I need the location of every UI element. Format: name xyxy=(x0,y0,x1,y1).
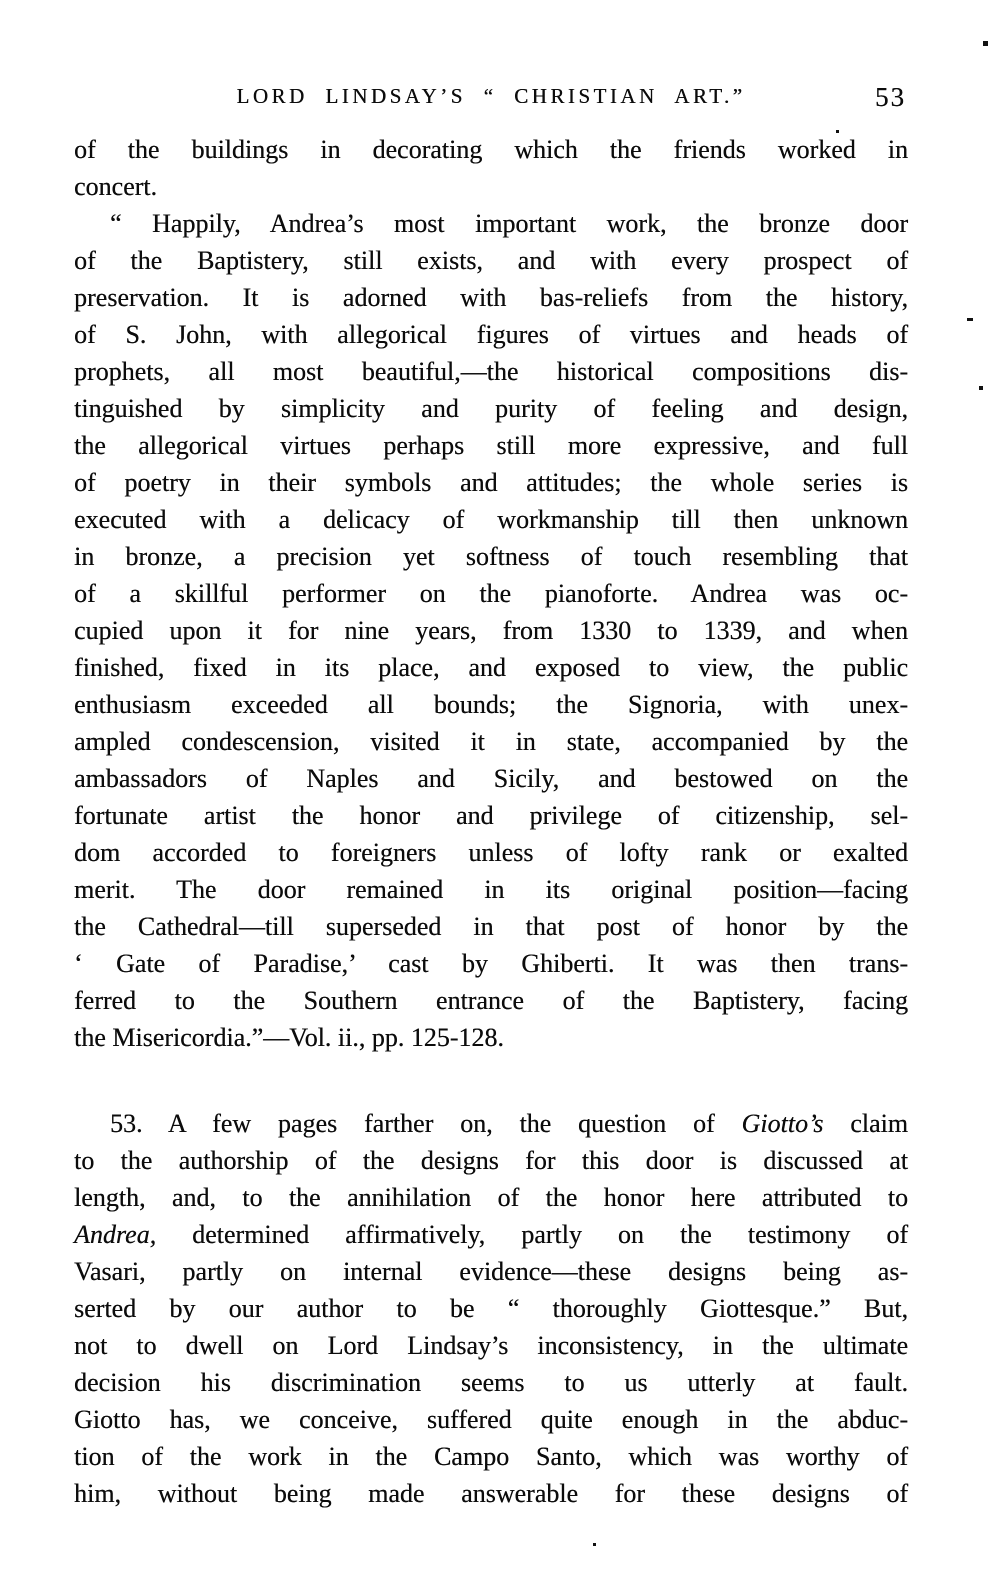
scan-speck xyxy=(593,1543,596,1546)
text-line: executed with a delicacy of workmanship till then unknown xyxy=(74,505,908,534)
page-number: 53 xyxy=(875,82,906,112)
text-line: serted by our author to be “ thoroughly Giottesque.” But, xyxy=(74,1294,908,1323)
text-segment: 53. A few pages farther on, the question of xyxy=(110,1109,742,1138)
text-line: ferred to the Southern entrance of the Baptistery, facing xyxy=(74,986,908,1015)
text-line: in bronze, a precision yet softness of touch resembling that xyxy=(74,542,908,571)
text-line: finished, fixed in its place, and exposed to view, the public xyxy=(74,653,908,682)
text-line: tion of the work in the Campo Santo, which was worthy of xyxy=(74,1442,908,1471)
text-line: ambassadors of Naples and Sicily, and bestowed on the xyxy=(74,764,908,793)
text-line: of poetry in their symbols and attitudes; the whole series is xyxy=(74,468,908,497)
text-line: him, without being made answerable for these designs of xyxy=(74,1479,908,1508)
text-line: preservation. It is adorned with bas-reliefs from the history, xyxy=(74,283,908,312)
text-line: concert. xyxy=(74,172,158,201)
text-line xyxy=(74,1105,908,1142)
text-line: Vasari, partly on internal evidence—these designs being as- xyxy=(74,1257,908,1286)
text-line: fortunate artist the honor and privilege of citizenship, sel- xyxy=(74,801,908,830)
text-line: to the authorship of the designs for this door is discussed at xyxy=(74,1146,908,1175)
text-line: merit. The door remained in its original position—facing xyxy=(74,875,908,904)
text-line: tinguished by simplicity and purity of feeling and design, xyxy=(74,394,908,423)
text-segment: claim xyxy=(823,1109,908,1138)
scan-speck xyxy=(983,41,988,46)
text-line: the allegorical virtues perhaps still more expressive, and full xyxy=(74,431,908,460)
text-line: ‘ Gate of Paradise,’ cast by Ghiberti. It was then trans- xyxy=(74,949,908,978)
running-header xyxy=(74,84,908,116)
text-line: Giotto has, we conceive, suffered quite enough in the abduc- xyxy=(74,1405,908,1434)
text-line: of the Baptistery, still exists, and with every prospect of xyxy=(74,246,908,275)
text-line: dom accorded to foreigners unless of lofty rank or exalted xyxy=(74,838,908,867)
text-line: decision his discrimination seems to us utterly at fault. xyxy=(74,1368,908,1397)
text-line: prophets, all most beautiful,—the historical compositions dis- xyxy=(74,357,908,386)
text-segment: determined affirmatively, partly on the testimony of xyxy=(156,1220,908,1249)
text-segment-italic: Andrea, xyxy=(74,1220,157,1249)
text-line: enthusiasm exceeded all bounds; the Signoria, with unex- xyxy=(74,690,908,719)
scan-speck xyxy=(967,318,973,321)
text-line xyxy=(74,1216,908,1253)
text-line: ampled condescension, visited it in state, accompanied by the xyxy=(74,727,908,756)
running-header-title: LORD LINDSAY’S “ CHRISTIAN ART.” xyxy=(236,84,746,108)
scan-speck xyxy=(836,130,839,133)
text-line: of the buildings in decorating which the friends worked in xyxy=(74,135,908,164)
page-text xyxy=(74,131,908,1512)
text-line: cupied upon it for nine years, from 1330 to 1339, and when xyxy=(74,616,908,645)
text-line: length, and, to the annihilation of the honor here attributed to xyxy=(74,1183,908,1212)
text-line: of S. John, with allegorical figures of virtues and heads of xyxy=(74,320,908,349)
text-segment-italic: Giotto’s xyxy=(741,1109,824,1138)
text-line: not to dwell on Lord Lindsay’s inconsistency, in the ultimate xyxy=(74,1331,908,1360)
text-line: “ Happily, Andrea’s most important work, the bronze door xyxy=(110,209,908,238)
scan-speck xyxy=(979,386,983,390)
text-line: of a skillful performer on the pianoforte. Andrea was oc- xyxy=(74,579,908,608)
text-line: the Cathedral—till superseded in that post of honor by the xyxy=(74,912,908,941)
text-line: the Misericordia.”—Vol. ii., pp. 125-128. xyxy=(74,1023,504,1052)
